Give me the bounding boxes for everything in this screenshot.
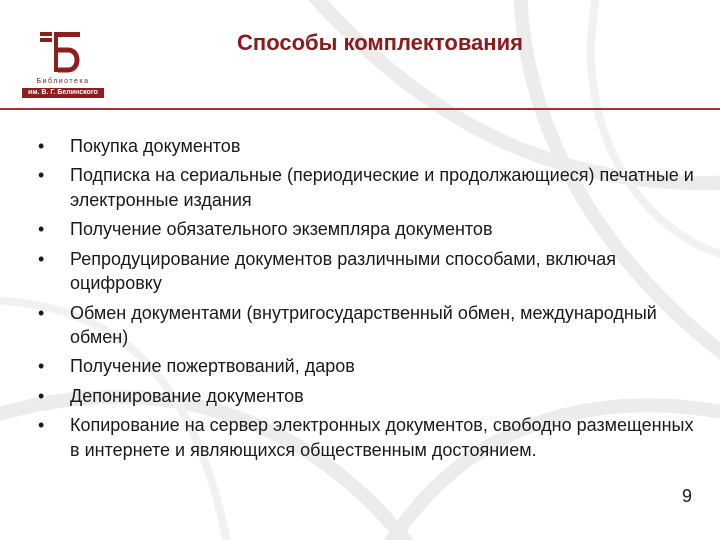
list-item-text: Депонирование документов — [70, 385, 304, 406]
list-item — [34, 217, 694, 242]
list-item-text: Покупка документов — [70, 136, 241, 156]
list-item — [34, 301, 694, 350]
bullet-icon: • — [38, 415, 45, 436]
list-item — [34, 354, 694, 379]
logo-text-name: им. В. Г. Белинского — [22, 88, 104, 98]
bullet-icon: • — [38, 248, 45, 269]
logo-text-library: Библиотека — [36, 78, 90, 85]
bullet-list — [34, 134, 694, 462]
slide-title: Способы комплектования — [237, 30, 523, 55]
library-logo — [22, 30, 104, 100]
list-item-text: Обмен документами (внутригосударственный обмен, международный обмен) — [70, 302, 657, 348]
list-item — [34, 134, 694, 159]
list-item-text: Репродуцирование документов различными способами, включая оцифровку — [70, 248, 617, 294]
list-item-text: Получение обязательного экземпляра документов — [70, 219, 493, 240]
library-emblem-icon — [38, 30, 84, 74]
list-item — [34, 163, 694, 212]
list-item — [34, 384, 694, 409]
bullet-list-container — [34, 134, 694, 467]
bullet-icon: • — [38, 219, 45, 240]
list-item — [34, 413, 694, 462]
title-divider — [0, 108, 720, 110]
page-number: 9 — [681, 486, 692, 506]
bullet-icon: • — [38, 356, 45, 377]
list-item-text: Копирование на сервер электронных документов, свободно размещенных в интернете и являющихся общественным достоянием. — [70, 415, 694, 460]
bullet-icon: • — [38, 385, 45, 406]
list-item-text: Подписка на сериальные (периодические и продолжающиеся) печатные и электронные издания — [70, 165, 694, 210]
bullet-icon: • — [38, 136, 45, 156]
list-item — [34, 247, 694, 296]
list-item-text: Получение пожертвований, даров — [70, 356, 355, 377]
bullet-icon: • — [38, 165, 45, 186]
bullet-icon: • — [38, 302, 45, 323]
